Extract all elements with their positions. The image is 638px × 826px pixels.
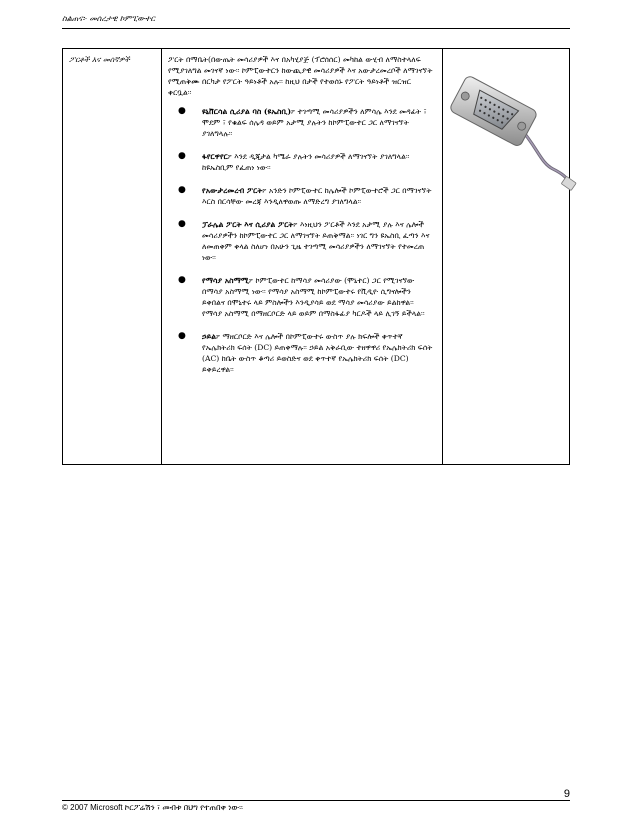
item-term: የማሳያ አስማሚ፦ — [202, 276, 254, 285]
item-text: እንደ ዲጂታል ካሜራ ያሉትን መሳሪያዎች ለማገናኘት ያገለግላል፡፡ ከዩኤስቢም የፈጠነ ነው፡፡ — [202, 152, 410, 172]
page-footer — [62, 800, 570, 813]
topic-cell: ፖርቶች እና መሰኛዎች — [63, 49, 162, 465]
item-term: ፓራሌል ፖርት እና ሲሪያል ፖርት፦ — [202, 220, 298, 229]
item-text: ኮምፒውተር ከማሳያ መሳሪያው (ሞኒተር) ጋር የሚገናኘው በማሳያ አስማሚ ነው፡፡ የማሳያ አስማሚ ከኮምፒውተሩ የቪዲዮ ሲግናሎችን ይቀበልና በሞኒተሩ ላይ ምስሎችን እንዲያሳይ ወደ ማሳያ መሳሪያው ይልከዋል፡፡ የማሳያ አስማሚ በማዘርቦርድ ላይ ወይም በማስፋፊያ ካርዶች ላይ ሊገኝ ይችላል፡፡ — [202, 276, 425, 318]
description-cell — [162, 49, 443, 465]
item-text: አንድን ኮምፒውተር ከሌሎች ኮምፒውተሮች ጋር በማገናኘት እርስ በርሳቸው መረጃ እንዲለዋወጡ ለማድረግ ያገለግላል፡፡ — [202, 186, 432, 206]
item-text: እነዚህን ፖርቶች እንደ አታሚ ያሉ እና ሌሎች መሳሪያዎችን ከኮምፒውተር ጋር ለማገናኘት ይጠቅማል፡፡ ነገር ግን ዩኤስቢ ፈጣን እና ለመጠቀም ቀላል ስለሆነ በአሁን ጊዜ ተገጣሚ መሳሪያዎችን ለማገናኘት የተመረጠ ነው፡፡ — [202, 220, 430, 262]
bullet-icon: ● — [178, 331, 186, 341]
bullet-icon: ● — [178, 275, 186, 285]
list-item — [168, 219, 434, 263]
item-term: ፋየርዋየር፦ — [202, 152, 232, 161]
footer-text: © 2007 Microsoft ኮርፖሬሽን ፣ መብቱ በህግ የተጠበቀ ነው፡፡ — [62, 803, 243, 812]
port-list — [168, 106, 434, 375]
list-item — [168, 151, 434, 173]
list-item — [168, 331, 434, 375]
list-item — [168, 275, 434, 319]
item-text: ማዘርቦርድ እና ሌሎች በኮምፒውተሩ ውስጥ ያሉ ክፍሎች ቀጥተኛ የኤሌክትሪክ ፍሰት (DC) ይጠቀማሉ፡፡ ኃይል አቅራቢው ተዘዋዋሪ የኤሌክትሪክ ፍሰት (AC) ከቤት ውስጥ ቆጣሪ ይወስድና ወደ ቀጥተኛ የኤሌክትሪክ ፍሰት (DC) ይቀይረዋል፡፡ — [202, 332, 433, 374]
list-item — [168, 106, 434, 139]
bullet-icon: ● — [178, 185, 186, 195]
bullet-icon: ● — [178, 106, 186, 116]
list-item — [168, 185, 434, 207]
intro-paragraph: ፖርት በማቤት(በውጤት መሳሪያዎች እና በአካሂያጅ (ፕሮሰሰር) መካከል ውሂብ ለማስተላለፍ የሚያገለግል መገናኛ ነው፡፡ ኮምፒውተርን ከውጪያዊ መሳሪያዎች እና አውታረመረቦች ለማገናኘት የሚጠቅሙ በርካታ የፖርት ዓይነቶች አሉ፡፡ ከዚህ በታች የተወሰኑ የፖርት ዓይነቶች ዝርዝር ቀርቧል፡፡ — [168, 55, 433, 97]
item-term: ዩኒቨርሳል ሲሪያል ባስ (ዩኤስቢ)፦ — [202, 107, 296, 116]
bullet-icon: ● — [178, 151, 186, 161]
image-cell — [443, 49, 570, 465]
content-table — [62, 48, 570, 465]
table-row — [63, 49, 570, 465]
item-text: ተገጣሚ መሳሪያዎችን ለምሳሌ እንደ መዳፊት ፣ ሞደም ፣ የቁልፍ ሰሌዳ ወይም አታሚ ያሉትን ከኮምፒውተር ጋር ለማገናኘት ያገለግላሉ፡፡ — [202, 107, 427, 138]
page-header: ስልጠና፦ መሰረታዊ ኮምፒውተር — [62, 14, 570, 29]
page-number: 9 — [563, 788, 570, 800]
bullet-icon: ● — [178, 219, 186, 229]
item-term: ኃይል፦ — [202, 332, 221, 341]
serial-connector-illustration — [443, 67, 583, 197]
item-term: የአውታረመረብ ፖርት፦ — [202, 186, 267, 195]
